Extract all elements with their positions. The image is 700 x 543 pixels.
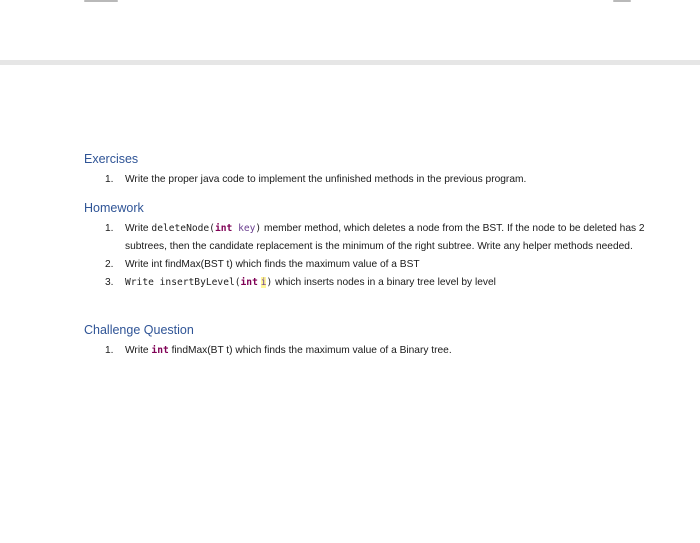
- list-item: [84, 220, 664, 256]
- item-number: 3.: [105, 277, 114, 288]
- challenge-heading: Challenge Question: [84, 323, 194, 337]
- code-keyword: int: [151, 345, 169, 356]
- code-method-name: deleteNode(: [151, 223, 215, 234]
- challenge-list: [84, 342, 664, 360]
- code-parameter: key: [232, 223, 256, 234]
- item-prefix: Write: [125, 345, 152, 356]
- code-method-signature: Write insertByLevel(: [125, 277, 241, 288]
- homework-list: [84, 220, 664, 292]
- item-prefix: Write: [125, 223, 152, 234]
- exercises-section: [84, 151, 664, 189]
- item-number: 2.: [105, 259, 114, 270]
- code-close-paren: ): [266, 277, 273, 288]
- item-text: Write int findMax(BST t) which finds the maximum value of a BST: [125, 259, 420, 270]
- homework-heading: Homework: [84, 201, 144, 215]
- code-keyword: int: [214, 223, 233, 234]
- cropped-text-fragment-left: [84, 0, 118, 2]
- item-number: 1.: [105, 223, 114, 234]
- previous-page-edge: [0, 0, 700, 6]
- exercises-list: [84, 171, 664, 189]
- item-text: member method, which deletes a node from the BST. If the node to be deleted has 2 subtrees, then the candidate replacement is the minimum of the right subtree. Write any helper methods needed.: [125, 223, 645, 252]
- cropped-text-fragment-right: [613, 0, 631, 2]
- exercises-heading: Exercises: [84, 152, 139, 166]
- item-text: which inserts nodes in a binary tree level by level: [272, 277, 496, 288]
- homework-section: [84, 200, 664, 292]
- list-item: [84, 256, 664, 274]
- list-item: [84, 342, 664, 360]
- list-item: [84, 274, 664, 292]
- list-item: [84, 171, 664, 189]
- code-parameter-highlighted: i: [260, 277, 267, 288]
- code-keyword: int: [240, 277, 258, 288]
- page-divider: [0, 60, 700, 65]
- item-number: 1.: [105, 345, 114, 356]
- item-number: 1.: [105, 174, 114, 185]
- item-text: Write the proper java code to implement the unfinished methods in the previous program.: [125, 174, 527, 185]
- code-close-paren: ): [255, 223, 262, 234]
- challenge-section: [84, 322, 664, 360]
- item-text: findMax(BT t) which finds the maximum value of a Binary tree.: [168, 345, 452, 356]
